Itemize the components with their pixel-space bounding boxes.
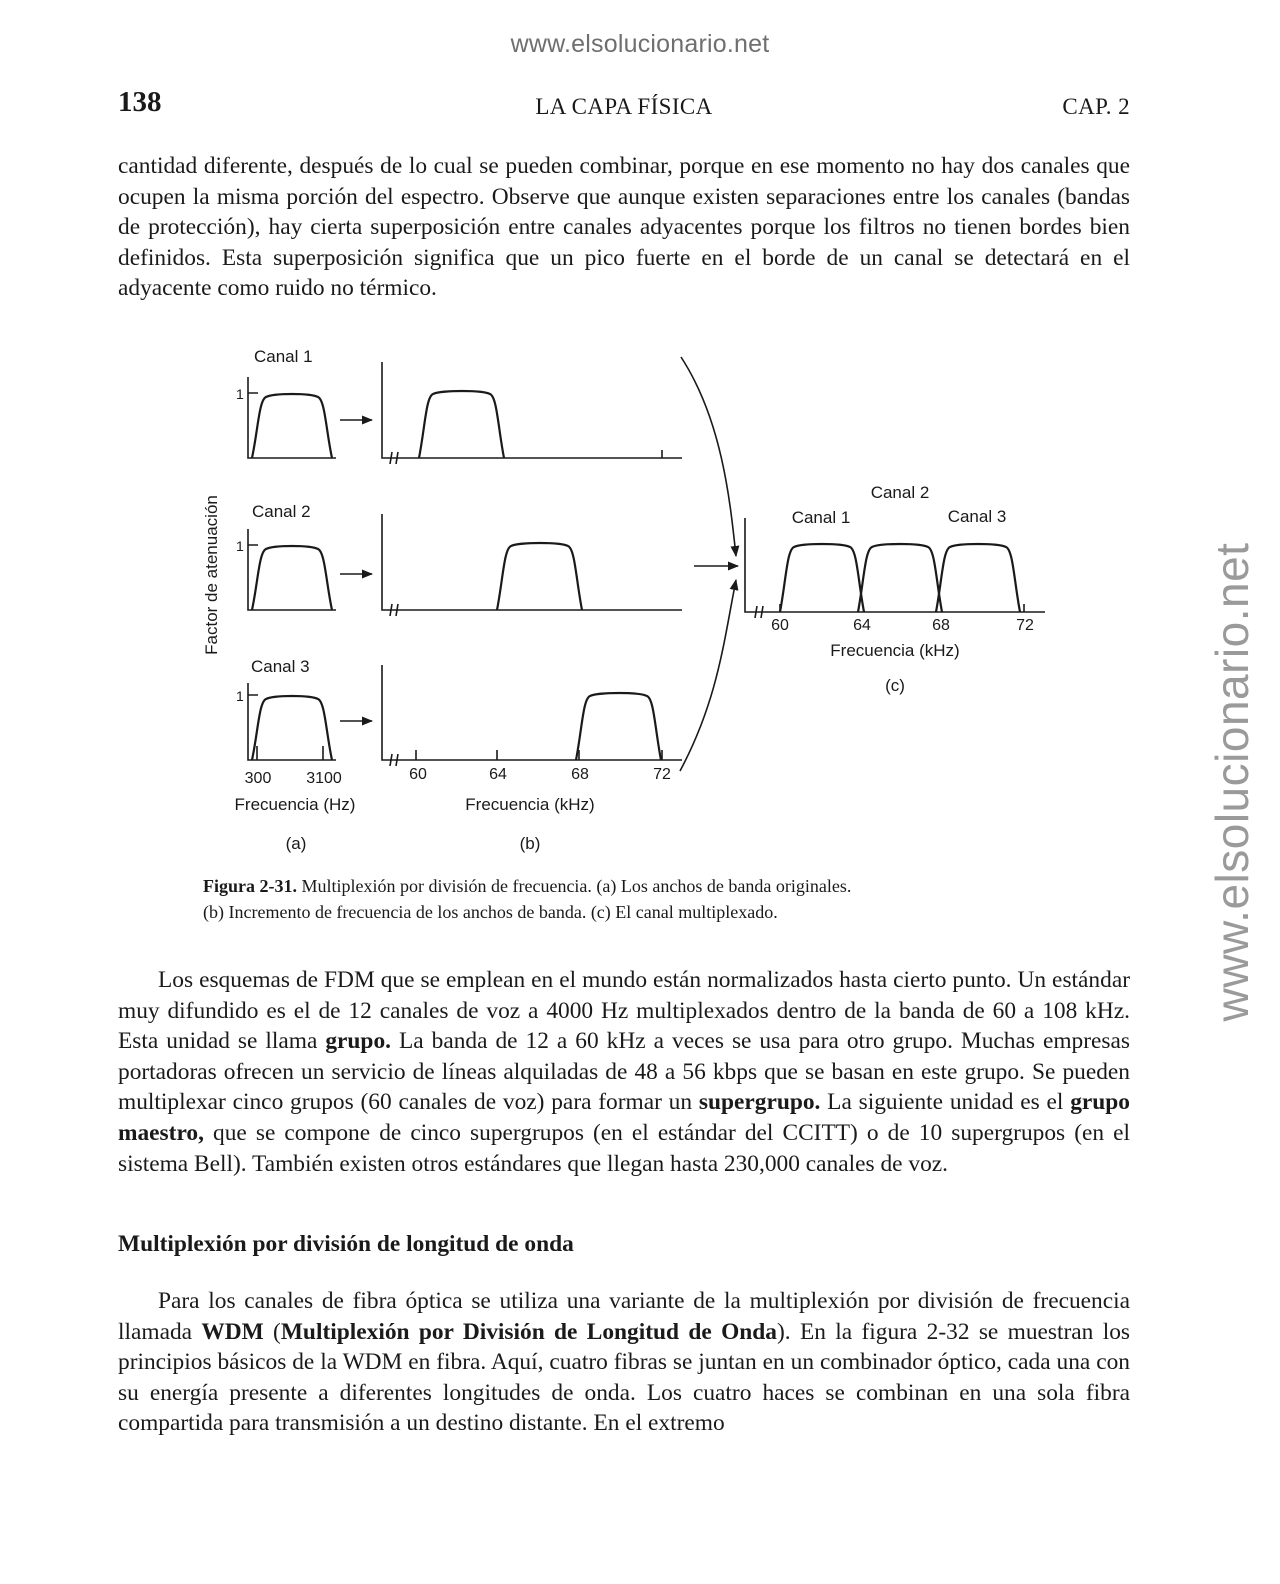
axes-a2: [248, 529, 336, 610]
axes-b1: [382, 362, 682, 458]
arrow-b1-c: [681, 357, 736, 556]
khz-ticks-c: [780, 604, 1024, 612]
caption-line-2: (b) Incremento de frecuencia de los anchos de banda. (c) El canal multiplexado.: [203, 902, 778, 922]
term-grupo-maestro: grupo maestro,: [118, 1089, 1130, 1146]
band-b1: [419, 391, 504, 458]
panel-b-tick-68: 68: [571, 766, 589, 783]
para3-text-3: ). En la figura 2-32 se muestran los principios básicos de la WDM en fibra. Aquí, cuatro fibras se juntan en un combinador óptico, cada una con su energía presente a diferentes longitudes de onda. Los cuatro haces se combinan en una sola fibra compartida para transmisión a un destino distante. En el extremo: [118, 1318, 1130, 1437]
paragraph-intro: cantidad diferente, después de lo cual se pueden combinar, porque en ese momento no hay dos canales que ocupen la misma porción del espectro. Observe que aunque existen separaciones entre los canales (bandas de protección), hay cierta superposición entre canales adyacentes porque los filtros no tienen bordes bien definidos. Esta superposición significa que un pico fuerte en el borde de un canal se detectará en el adyacente como ruido no térmico.: [118, 153, 1130, 302]
panel-c-tick-60: 60: [771, 617, 789, 634]
watermark-top: www.elsolucionario.net: [510, 30, 770, 58]
page-number: 138: [118, 86, 162, 118]
panel-b-tick-60: 60: [409, 766, 427, 783]
term-wdm: WDM: [201, 1318, 264, 1345]
axes-b2: [382, 514, 682, 610]
panel-a-channel-3: Canal 3: [251, 657, 310, 676]
figure-caption: [203, 873, 1103, 925]
caption-line-1: Multiplexión por división de frecuencia. (a) Los anchos de banda originales.: [301, 876, 852, 896]
para2-text-1: Los esquemas de FDM que se emplean en el mundo están normalizados hasta cierto punto. Un estándar muy difundido es el de 12 canales de voz a 4000 Hz multiplexados dentro de la banda de 60 a 108 kHz. Esta unidad se llama: [118, 967, 1130, 1055]
band-b2: [497, 543, 582, 610]
axes-a1: [248, 377, 336, 458]
paragraph-wdm: [118, 1286, 1130, 1439]
panel-a-label: (a): [285, 834, 307, 853]
hz-ticks: [257, 746, 323, 760]
unit-tick-label-2: 1: [236, 538, 244, 554]
panel-a-xlabel: Frecuencia (Hz): [234, 795, 356, 814]
panel-b-tick-64: 64: [489, 766, 507, 783]
axes-c: [745, 518, 1045, 612]
panel-c-channel-2: Canal 2: [870, 483, 930, 502]
panel-b-tick-72: 72: [653, 766, 671, 783]
watermark-side: www.elsolucionario.net: [1206, 542, 1258, 1022]
paragraph-fdm-standards: [118, 965, 1130, 1179]
panel-a-channel-1: Canal 1: [254, 347, 313, 366]
band-a2: [252, 546, 332, 610]
panel-c-tick-68: 68: [932, 617, 950, 634]
band-a3: [252, 696, 332, 760]
term-wdm-expansion: Multiplexión por División de Longitud de Onda: [280, 1318, 777, 1345]
para3-text-1: Para los canales de fibra óptica se utiliza una variante de la multiplexión por división de frecuencia llamada: [118, 1288, 1130, 1345]
panel-a-channel-2: Canal 2: [252, 502, 311, 521]
para2-text-3: La siguiente unidad es el: [820, 1089, 1071, 1116]
panel-c-label: (c): [885, 676, 905, 695]
tick-300: 300: [244, 770, 272, 787]
axis-break-c: [755, 606, 763, 618]
arrow-b3-c: [680, 580, 736, 771]
panel-c-tick-64: 64: [853, 617, 871, 634]
panel-b-xlabel: Frecuencia (kHz): [465, 795, 595, 814]
band-c2: [858, 544, 942, 612]
unit-ticks: [248, 393, 258, 695]
para3-text-2: (: [263, 1318, 281, 1345]
para2-text-4: que se compone de cinco supergrupos (en el estándar del CCITT) o de 10 supergrupos (en el sistema Bell). También existen otros estándares que llegan hasta 230,000 canales de voz.: [118, 1119, 1130, 1177]
para2-text-2: La banda de 12 a 60 kHz a veces se usa para otro grupo. Muchas empresas portadoras ofrecen un servicio de líneas alquiladas de 48 a 56 kbps que se basan en este grupo. Se pueden multiplexar cinco grupos (60 canales de voz) para formar un: [118, 1028, 1130, 1116]
unit-tick-label-3: 1: [236, 688, 244, 704]
axis-break-b2: [390, 604, 398, 616]
term-grupo: grupo.: [325, 1028, 391, 1055]
section-heading-wdm: Multiplexión por división de longitud de onda: [118, 1231, 574, 1257]
term-supergrupo: supergrupo.: [698, 1089, 821, 1116]
panel-c-channel-1: Canal 1: [791, 508, 851, 527]
axes-b3: [382, 665, 682, 760]
panel-c-tick-72: 72: [1016, 617, 1034, 634]
y-axis-label: Factor de atenuación: [202, 495, 221, 655]
panel-c-xlabel: Frecuencia (kHz): [830, 641, 960, 660]
panel-b-label: (b): [519, 834, 541, 853]
unit-tick-label-1: 1: [236, 386, 244, 402]
axes-a3: [248, 683, 336, 760]
panel-c-channel-3: Canal 3: [947, 507, 1007, 526]
chapter-label: CAP. 2: [1062, 94, 1130, 119]
band-c3: [936, 544, 1020, 612]
khz-ticks-b: [416, 750, 662, 760]
band-b3: [576, 693, 661, 760]
tick-3100: 3100: [306, 770, 342, 787]
band-c1: [780, 544, 864, 612]
band-a1: [252, 394, 332, 458]
axis-break-b3: [390, 754, 398, 766]
running-title: LA CAPA FÍSICA: [535, 94, 713, 119]
caption-label: Figura 2-31.: [203, 876, 297, 896]
axis-break-b1: [390, 452, 398, 464]
